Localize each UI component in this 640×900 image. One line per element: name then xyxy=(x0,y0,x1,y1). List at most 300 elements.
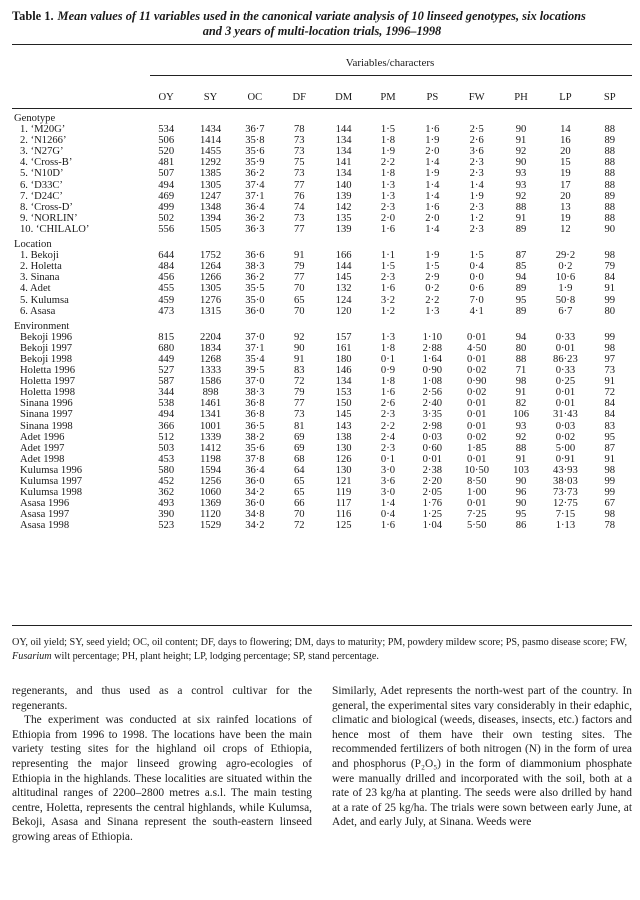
row-label: Asasa 1996 xyxy=(20,498,70,510)
table-cell: 99 xyxy=(604,476,616,487)
table-cell: 10·50 xyxy=(464,464,490,476)
footnote-italic: Fusarium xyxy=(12,651,52,662)
column-header: OY xyxy=(144,86,188,109)
table-cell: 94 xyxy=(515,272,527,284)
table-row xyxy=(12,387,632,398)
row-label: Holetta 1996 xyxy=(20,365,76,377)
table-cell: 1·04 xyxy=(422,520,443,532)
table-cell: 43·93 xyxy=(553,464,578,476)
table-cell: 2·20 xyxy=(422,476,443,487)
variables-group-header: Variables/characters xyxy=(345,57,435,69)
table-cell: 1·4 xyxy=(425,179,440,191)
column-header: PM xyxy=(366,86,410,109)
section-header-row xyxy=(12,239,632,250)
table-cell: 506 xyxy=(158,135,175,147)
table-cell: 1·6 xyxy=(380,283,396,295)
table-cell: 523 xyxy=(158,520,175,532)
table-cell: 73 xyxy=(293,409,305,421)
table-cell: 36·4 xyxy=(245,201,265,213)
table-cell: 71 xyxy=(515,365,527,377)
table-footnote xyxy=(12,636,632,664)
table-cell: 8·50 xyxy=(466,476,487,487)
table-cell: 2·2 xyxy=(380,157,396,169)
table-row xyxy=(12,224,632,235)
table-cell: 1264 xyxy=(199,261,222,273)
table-cell: 81 xyxy=(293,420,305,432)
table-cell: 92 xyxy=(293,331,305,343)
table-cell: 1369 xyxy=(199,498,222,510)
table-cell: 15 xyxy=(560,157,571,169)
table-cell: 90 xyxy=(515,124,527,136)
table-row xyxy=(12,332,632,343)
table-cell: 1·4 xyxy=(469,179,484,191)
table-cell: 0·0 xyxy=(469,272,484,284)
table-cell: 1060 xyxy=(199,487,222,499)
table-cell: 39·5 xyxy=(245,365,265,377)
table-cell: 1412 xyxy=(199,442,222,454)
table-cell: 5·00 xyxy=(555,442,576,454)
table-row xyxy=(12,509,632,520)
table-cell: 494 xyxy=(158,409,175,421)
table-cell: 91 xyxy=(515,212,527,224)
table-cell: 0·01 xyxy=(555,387,576,399)
table-cell: 1305 xyxy=(199,179,222,191)
table-cell: 4·50 xyxy=(466,342,487,354)
body-column-right xyxy=(332,684,632,830)
table-cell: 20 xyxy=(560,190,571,202)
table-cell: 91 xyxy=(604,283,616,295)
table-cell: 36·0 xyxy=(245,305,265,317)
table-cell: 135 xyxy=(335,212,352,224)
table-cell: 92 xyxy=(515,190,527,202)
table-cell: 1·5 xyxy=(425,261,440,273)
table-cell: 1·25 xyxy=(422,509,443,521)
section-header-row xyxy=(12,113,632,124)
table-cell: 362 xyxy=(158,487,175,499)
footnote-text-2: wilt percentage; PH, plant height; LP, lodging percentage; SP, stand percentage. xyxy=(51,651,379,662)
table-cell: 3·2 xyxy=(380,294,396,306)
table-cell: 1·2 xyxy=(469,212,484,224)
table-cell: 473 xyxy=(158,305,175,317)
column-header: DM xyxy=(321,86,365,109)
table-cell: 35·9 xyxy=(245,157,265,169)
table-cell: 1·6 xyxy=(380,387,396,399)
table-cell: 1·10 xyxy=(422,331,443,343)
table-cell: 36·8 xyxy=(245,409,265,421)
table-cell: 95 xyxy=(604,431,616,443)
table-cell: 1434 xyxy=(199,124,222,136)
row-label: Holetta 1997 xyxy=(20,376,76,388)
table-cell: 99 xyxy=(604,294,616,306)
table-cell: 2·6 xyxy=(380,398,396,410)
table-cell: 3·6 xyxy=(380,476,396,487)
column-header: OC xyxy=(233,86,277,109)
table-cell: 35·6 xyxy=(245,146,265,158)
table-cell: 72 xyxy=(293,520,305,532)
table-cell: 76 xyxy=(293,190,305,202)
table-cell: 91 xyxy=(515,387,527,399)
table-cell: 85 xyxy=(515,261,527,273)
table-row xyxy=(12,261,632,272)
table-cell: 2·3 xyxy=(380,442,396,454)
table-cell: 79 xyxy=(293,261,305,273)
column-header: SY xyxy=(188,86,232,109)
table-cell: 77 xyxy=(293,223,305,235)
table-cell: 0·9 xyxy=(380,365,396,377)
table-cell: 141 xyxy=(335,157,352,169)
table-cell: 66 xyxy=(293,498,305,510)
table-row xyxy=(12,354,632,365)
table-cell: 7·0 xyxy=(469,294,484,306)
table-row xyxy=(12,135,632,146)
row-label: 3. ‘N27G’ xyxy=(20,146,64,158)
table-cell: 36·2 xyxy=(245,212,265,224)
table-cell: 89 xyxy=(515,223,527,235)
row-label: Kulumsa 1998 xyxy=(20,487,83,499)
column-header: PH xyxy=(499,86,543,109)
table-cell: 73 xyxy=(293,146,305,158)
row-label: Adet 1997 xyxy=(20,442,65,454)
table-cell: 19 xyxy=(560,168,571,180)
table-cell: 88 xyxy=(604,157,616,169)
table-cell: 36·3 xyxy=(245,223,265,235)
table-cell: 31·43 xyxy=(553,409,578,421)
table-cell: 556 xyxy=(158,223,175,235)
table-cell: 5·50 xyxy=(466,520,487,532)
body-paragraph: regenerants, and thus used as a control cultivar for the regenerants. xyxy=(12,685,312,712)
row-label: Adet 1996 xyxy=(20,431,65,443)
table-row xyxy=(12,191,632,202)
table-cell: 14 xyxy=(560,124,571,136)
table-cell: 35·6 xyxy=(245,442,265,454)
table-cell: 88 xyxy=(515,442,527,454)
table-body xyxy=(12,109,632,532)
table-cell: 126 xyxy=(335,453,352,465)
table-row xyxy=(12,202,632,213)
table-cell: 815 xyxy=(158,331,175,343)
table-row xyxy=(12,487,632,498)
table-cell: 484 xyxy=(158,261,175,273)
table-cell: 0·6 xyxy=(469,283,484,295)
table-cell: 1461 xyxy=(199,398,222,410)
table-cell: 1276 xyxy=(199,294,222,306)
table-cell: 449 xyxy=(158,353,175,365)
table-cell: 38·03 xyxy=(553,476,578,487)
table-cell: 1·4 xyxy=(380,498,396,510)
table-cell: 1256 xyxy=(199,476,222,487)
table-cell: 88 xyxy=(604,212,616,224)
table-cell: 0·33 xyxy=(555,331,576,343)
table-cell: 3·6 xyxy=(469,146,484,158)
table-cell: 143 xyxy=(335,420,352,432)
table-top-rule xyxy=(12,44,632,45)
table-cell: 38·3 xyxy=(245,387,265,399)
table-cell: 1·6 xyxy=(425,201,440,213)
table-cell: 1455 xyxy=(199,146,222,158)
table-cell: 3·0 xyxy=(380,464,396,476)
table-cell: 144 xyxy=(335,124,352,136)
table-cell: 80 xyxy=(515,342,527,354)
table-cell: 90 xyxy=(515,157,527,169)
table-cell: 36·6 xyxy=(245,250,265,262)
table-cell: 142 xyxy=(335,201,352,213)
table-cell: 0·02 xyxy=(466,387,487,399)
caption-line-2: and 3 years of multi-location trials, 1996–1998 xyxy=(202,24,442,38)
table-cell: 4·1 xyxy=(469,305,484,317)
table-cell: 452 xyxy=(158,476,175,487)
table-cell: 36·0 xyxy=(245,476,265,487)
table-cell: 120 xyxy=(335,305,352,317)
table-cell: 1·9 xyxy=(425,135,440,147)
table-cell: 38·3 xyxy=(245,261,265,273)
table-cell: 12·75 xyxy=(553,498,578,510)
table-cell: 1·5 xyxy=(380,124,396,136)
table-cell: 0·02 xyxy=(555,431,576,443)
table-cell: 455 xyxy=(158,283,175,295)
table-cell: 36·0 xyxy=(245,498,265,510)
table-cell: 1·1 xyxy=(380,250,396,262)
row-label: 4. Adet xyxy=(20,283,51,295)
body-column-left xyxy=(12,684,312,845)
table-cell: 116 xyxy=(335,509,352,521)
table-cell: 29·2 xyxy=(555,250,576,262)
table-cell: 37·8 xyxy=(245,453,265,465)
row-label: 4. ‘Cross-B’ xyxy=(20,157,73,169)
table-cell: 95 xyxy=(515,294,527,306)
table-cell: 1·3 xyxy=(425,305,440,317)
table-cell: 1·6 xyxy=(380,223,396,235)
table-cell: 2·3 xyxy=(469,223,484,235)
row-label: Holetta 1998 xyxy=(20,387,76,399)
table-cell: 1·6 xyxy=(380,520,396,532)
table-cell: 91 xyxy=(293,353,305,365)
table-cell: 0·4 xyxy=(380,509,396,521)
table-cell: 1752 xyxy=(199,250,222,262)
row-label: 2. Holetta xyxy=(20,261,62,273)
table-cell: 534 xyxy=(158,124,175,136)
row-label: 6. ‘D33C’ xyxy=(20,179,63,191)
table-cell: 0·2 xyxy=(558,261,573,273)
table-cell: 93 xyxy=(515,420,527,432)
table-cell: 898 xyxy=(202,387,219,399)
table-cell: 2·98 xyxy=(422,420,443,432)
table-row xyxy=(12,146,632,157)
table-cell: 0·01 xyxy=(466,398,487,410)
table-row xyxy=(12,398,632,409)
table-cell: 390 xyxy=(158,509,175,521)
table-bottom-rule xyxy=(12,625,632,626)
table-row xyxy=(12,168,632,179)
table-cell: 87 xyxy=(604,442,616,454)
table-cell: 0·01 xyxy=(466,353,487,365)
table-cell: 1·3 xyxy=(380,190,396,202)
table-cell: 88 xyxy=(604,168,616,180)
table-cell: 99 xyxy=(604,331,616,343)
table-cell: 1·3 xyxy=(380,331,396,343)
table-cell: 79 xyxy=(293,387,305,399)
table-cell: 80 xyxy=(604,305,616,317)
table-cell: 121 xyxy=(335,476,352,487)
table-cell: 89 xyxy=(515,305,527,317)
row-label: Asasa 1998 xyxy=(20,520,70,532)
table-cell: 134 xyxy=(335,135,352,147)
table-row xyxy=(12,213,632,224)
table-cell: 2·3 xyxy=(469,168,484,180)
table-cell: 139 xyxy=(335,223,352,235)
table-cell: 507 xyxy=(158,168,175,180)
table-cell: 0·01 xyxy=(466,453,487,465)
table-cell: 0·01 xyxy=(466,420,487,432)
table-cell: 157 xyxy=(335,331,352,343)
body-paragraph: The experiment was conducted at six rainfed locations of Ethiopia from 1996 to 1998. The locations have been the main variety testing sites for the highland oil crops of Ethiopia, representing the major linseed growing agro-ecologies of Ethiopia in the highlands. These localities are situated within the altitudinal ranges of 2200–2800 metres a.s.l. The main testing centre, Holetta, represents the central highlands, while Kulumsa, Bekoji, Asasa and Sinana represent the south-eastern linseed growing areas of Ethiopia. xyxy=(12,714,312,843)
table-cell: 77 xyxy=(293,272,305,284)
table-cell: 77 xyxy=(293,398,305,410)
table-cell: 0·1 xyxy=(380,453,396,465)
table-cell: 2·3 xyxy=(469,157,484,169)
section-header-row xyxy=(12,321,632,332)
table-cell: 150 xyxy=(335,398,352,410)
row-label: 7. ‘D24C’ xyxy=(20,190,63,202)
table-cell: 1·9 xyxy=(380,146,396,158)
table-cell: 97 xyxy=(604,353,616,365)
table-cell: 91 xyxy=(293,250,305,262)
table-cell: 98 xyxy=(515,376,527,388)
table-cell: 89 xyxy=(515,283,527,295)
table-cell: 88 xyxy=(604,201,616,213)
table-cell: 98 xyxy=(604,464,616,476)
table-cell: 65 xyxy=(293,487,305,499)
row-label: Sinana 1997 xyxy=(20,409,73,421)
table-cell: 90 xyxy=(515,476,527,487)
table-cell: 92 xyxy=(515,146,527,158)
row-label: 10. ‘CHILALO’ xyxy=(20,223,90,235)
table-cell: 98 xyxy=(604,509,616,521)
table-cell: 1·8 xyxy=(380,135,396,147)
row-label-header xyxy=(12,86,144,109)
table-row xyxy=(12,498,632,509)
table-cell: 72 xyxy=(293,376,305,388)
table-cell: 106 xyxy=(513,409,529,421)
table-cell: 144 xyxy=(335,261,352,273)
table-cell: 1198 xyxy=(200,453,221,465)
table-row xyxy=(12,432,632,443)
row-label: Sinana 1996 xyxy=(20,398,73,410)
table-cell: 117 xyxy=(335,498,352,510)
table-cell: 82 xyxy=(515,398,527,410)
table-cell: 2·0 xyxy=(425,146,440,158)
table-cell: 34·8 xyxy=(245,509,265,521)
table-cell: 2·40 xyxy=(422,398,443,410)
section-title: Genotype xyxy=(14,113,56,124)
table-cell: 0·03 xyxy=(555,420,576,432)
table-cell: 36·4 xyxy=(245,464,265,476)
column-header: SP xyxy=(588,86,632,109)
table-cell: 1·3 xyxy=(380,179,396,191)
table-row xyxy=(12,283,632,294)
table-cell: 1·5 xyxy=(469,250,484,262)
table-cell: 65 xyxy=(293,294,305,306)
table-cell: 1268 xyxy=(199,353,222,365)
table-cell: 67 xyxy=(604,498,616,510)
table-cell: 98 xyxy=(604,342,616,354)
table-cell: 91 xyxy=(515,135,527,147)
table-cell: 0·4 xyxy=(469,261,484,273)
table-cell: 35·8 xyxy=(245,135,265,147)
table-cell: 0·02 xyxy=(466,431,487,443)
table-cell: 91 xyxy=(515,453,527,465)
table-cell: 90 xyxy=(515,498,527,510)
table-cell: 146 xyxy=(335,365,352,377)
table-cell: 2·88 xyxy=(422,342,443,354)
table-cell: 70 xyxy=(293,283,305,295)
table-cell: 1394 xyxy=(199,212,222,224)
table-cell: 87 xyxy=(515,250,527,262)
table-cell: 36·5 xyxy=(245,420,265,432)
table-cell: 2·0 xyxy=(425,212,440,224)
row-label: Sinana 1998 xyxy=(20,420,73,432)
table-cell: 1001 xyxy=(199,420,222,432)
table-cell: 132 xyxy=(335,283,352,295)
row-label: Asasa 1997 xyxy=(20,509,70,521)
table-cell: 2·05 xyxy=(422,487,443,499)
table-cell: 37·1 xyxy=(245,342,265,354)
table-cell: 36·2 xyxy=(245,168,265,180)
table-cell: 0·01 xyxy=(466,409,487,421)
table-cell: 538 xyxy=(158,398,175,410)
column-header: DF xyxy=(277,86,321,109)
table-cell: 0·33 xyxy=(555,365,576,377)
column-header: LP xyxy=(543,86,587,109)
table-cell: 1348 xyxy=(199,201,222,213)
table-cell: 1·4 xyxy=(425,223,440,235)
table-cell: 124 xyxy=(335,294,352,306)
table-cell: 1·9 xyxy=(425,168,440,180)
table-cell: 2·38 xyxy=(422,464,443,476)
row-label: 3. Sinana xyxy=(20,272,60,284)
table-cell: 512 xyxy=(158,431,175,443)
table-cell: 1586 xyxy=(199,376,222,388)
table-cell: 1339 xyxy=(199,431,222,443)
table-cell: 0·90 xyxy=(466,376,487,388)
table-cell: 37·4 xyxy=(245,179,265,191)
table-cell: 0·2 xyxy=(425,283,440,295)
table-cell: 35·0 xyxy=(245,294,265,306)
table-cell: 86 xyxy=(515,520,527,532)
table-cell: 2·2 xyxy=(425,294,440,306)
table-cell: 38·2 xyxy=(245,431,265,443)
table-cell: 0·02 xyxy=(466,365,487,377)
table-cell: 119 xyxy=(335,487,352,499)
table-cell: 73 xyxy=(604,365,616,377)
table-cell: 1·4 xyxy=(425,157,440,169)
table-cell: 1·8 xyxy=(380,376,396,388)
table-row xyxy=(12,421,632,432)
table-cell: 1529 xyxy=(199,520,222,532)
table-cell: 96 xyxy=(515,487,527,499)
table-cell: 0·01 xyxy=(555,398,576,410)
table-cell: 520 xyxy=(158,146,175,158)
table-cell: 527 xyxy=(158,365,175,377)
table-cell: 1834 xyxy=(199,342,222,354)
column-header-row xyxy=(12,86,632,109)
table-cell: 73 xyxy=(293,212,305,224)
table-cell: 68 xyxy=(293,453,305,465)
table-cell: 7·25 xyxy=(466,509,487,521)
table-cell: 125 xyxy=(335,520,352,532)
table-cell: 1·08 xyxy=(422,376,443,388)
table-cell: 99 xyxy=(604,487,616,499)
table-cell: 0·01 xyxy=(466,498,487,510)
